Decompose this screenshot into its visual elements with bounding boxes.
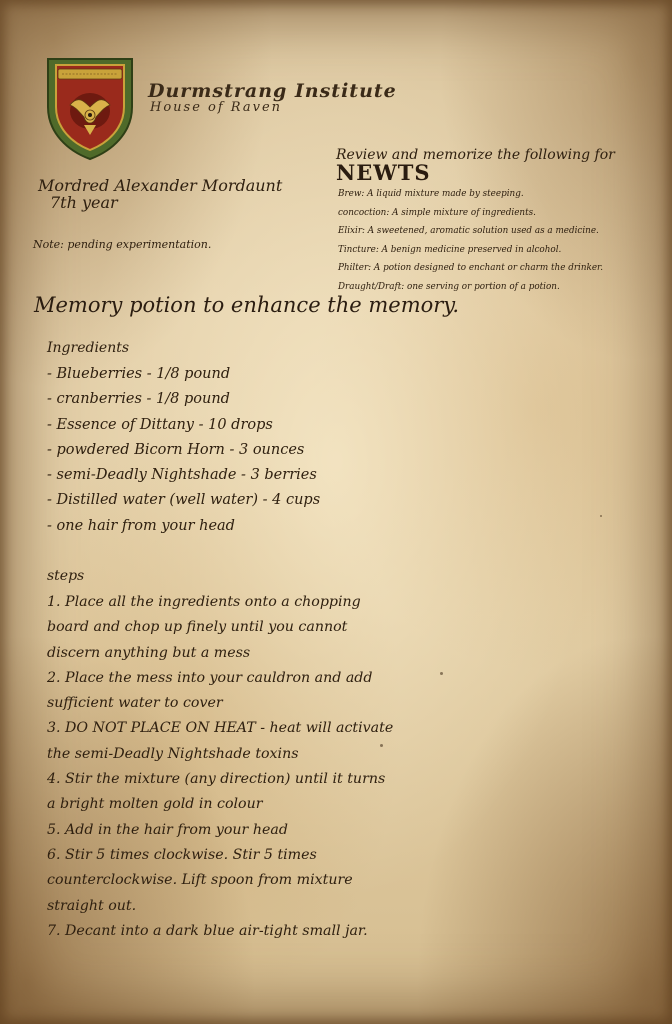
step-line: sufficient water to cover	[47, 695, 223, 712]
definition-item: Brew: A liquid mixture made by steeping.	[338, 189, 524, 199]
definition-item: concoction: A simple mixture of ingredients.	[338, 207, 536, 218]
step-line: discern anything but a mess	[47, 644, 251, 661]
ingredient-list	[47, 362, 320, 539]
exam-title: NEWTS	[336, 160, 431, 185]
step-line: board and chop up finely until you cannot	[47, 619, 348, 636]
ink-fleck	[600, 515, 602, 517]
ingredient-item: - semi-Deadly Nightshade - 3 berries	[47, 467, 317, 484]
ingredients-heading: Ingredients	[47, 340, 130, 356]
step-line: the semi-Deadly Nightshade toxins	[47, 745, 299, 762]
review-heading: Review and memorize the following for	[336, 147, 615, 163]
definition-item: Draught/Draft: one serving or portion of a potion.	[338, 281, 560, 292]
step-line: a bright molten gold in colour	[47, 796, 263, 813]
step-line: counterclockwise. Lift spoon from mixture	[47, 872, 353, 889]
ink-fleck	[440, 672, 443, 675]
potion-title: Memory potion to enhance the memory.	[34, 293, 460, 317]
raven-house-crest-icon	[44, 55, 136, 161]
ingredient-item: - cranberries - 1/8 pound	[47, 391, 230, 408]
ingredient-item: - Blueberries - 1/8 pound	[47, 366, 231, 382]
definition-item: Philter: A potion designed to enchant or charm the drinker.	[338, 263, 604, 273]
steps-heading: steps	[47, 568, 85, 584]
ingredient-item: - powdered Bicorn Horn - 3 ounces	[47, 441, 305, 458]
step-line: 7. Decant into a dark blue air-tight small jar.	[47, 922, 368, 939]
ingredient-item: - Distilled water (well water) - 4 cups	[47, 492, 321, 509]
step-line: 6. Stir 5 times clockwise. Stir 5 times	[47, 846, 317, 863]
ingredient-item: - one hair from your head	[47, 517, 235, 534]
ink-fleck	[380, 744, 383, 747]
house-name: House of Raven	[150, 100, 283, 115]
step-line: 5. Add in the hair from your head	[47, 821, 288, 838]
definition-list	[338, 185, 663, 296]
definition-item: Tincture: A benign medicine preserved in alcohol.	[338, 244, 562, 255]
student-name: Mordred Alexander Mordaunt	[38, 176, 283, 195]
student-year: 7th year	[50, 193, 118, 212]
ingredient-item: - Essence of Dittany - 10 drops	[47, 416, 273, 433]
definition-item: Elixir: A sweetened, aromatic solution used as a medicine.	[338, 226, 599, 236]
school-name: Durmstrang Institute	[148, 80, 397, 102]
step-list	[47, 590, 393, 944]
step-line: 2. Place the mess into your cauldron and add	[47, 669, 373, 686]
pending-note: Note: pending experimentation.	[33, 238, 212, 251]
step-line: 1. Place all the ingredients onto a chopping	[47, 594, 361, 610]
step-line: straight out.	[47, 897, 137, 914]
step-line: 3. DO NOT PLACE ON HEAT - heat will activate	[47, 720, 394, 737]
step-line: 4. Stir the mixture (any direction) until it turns	[47, 771, 386, 788]
